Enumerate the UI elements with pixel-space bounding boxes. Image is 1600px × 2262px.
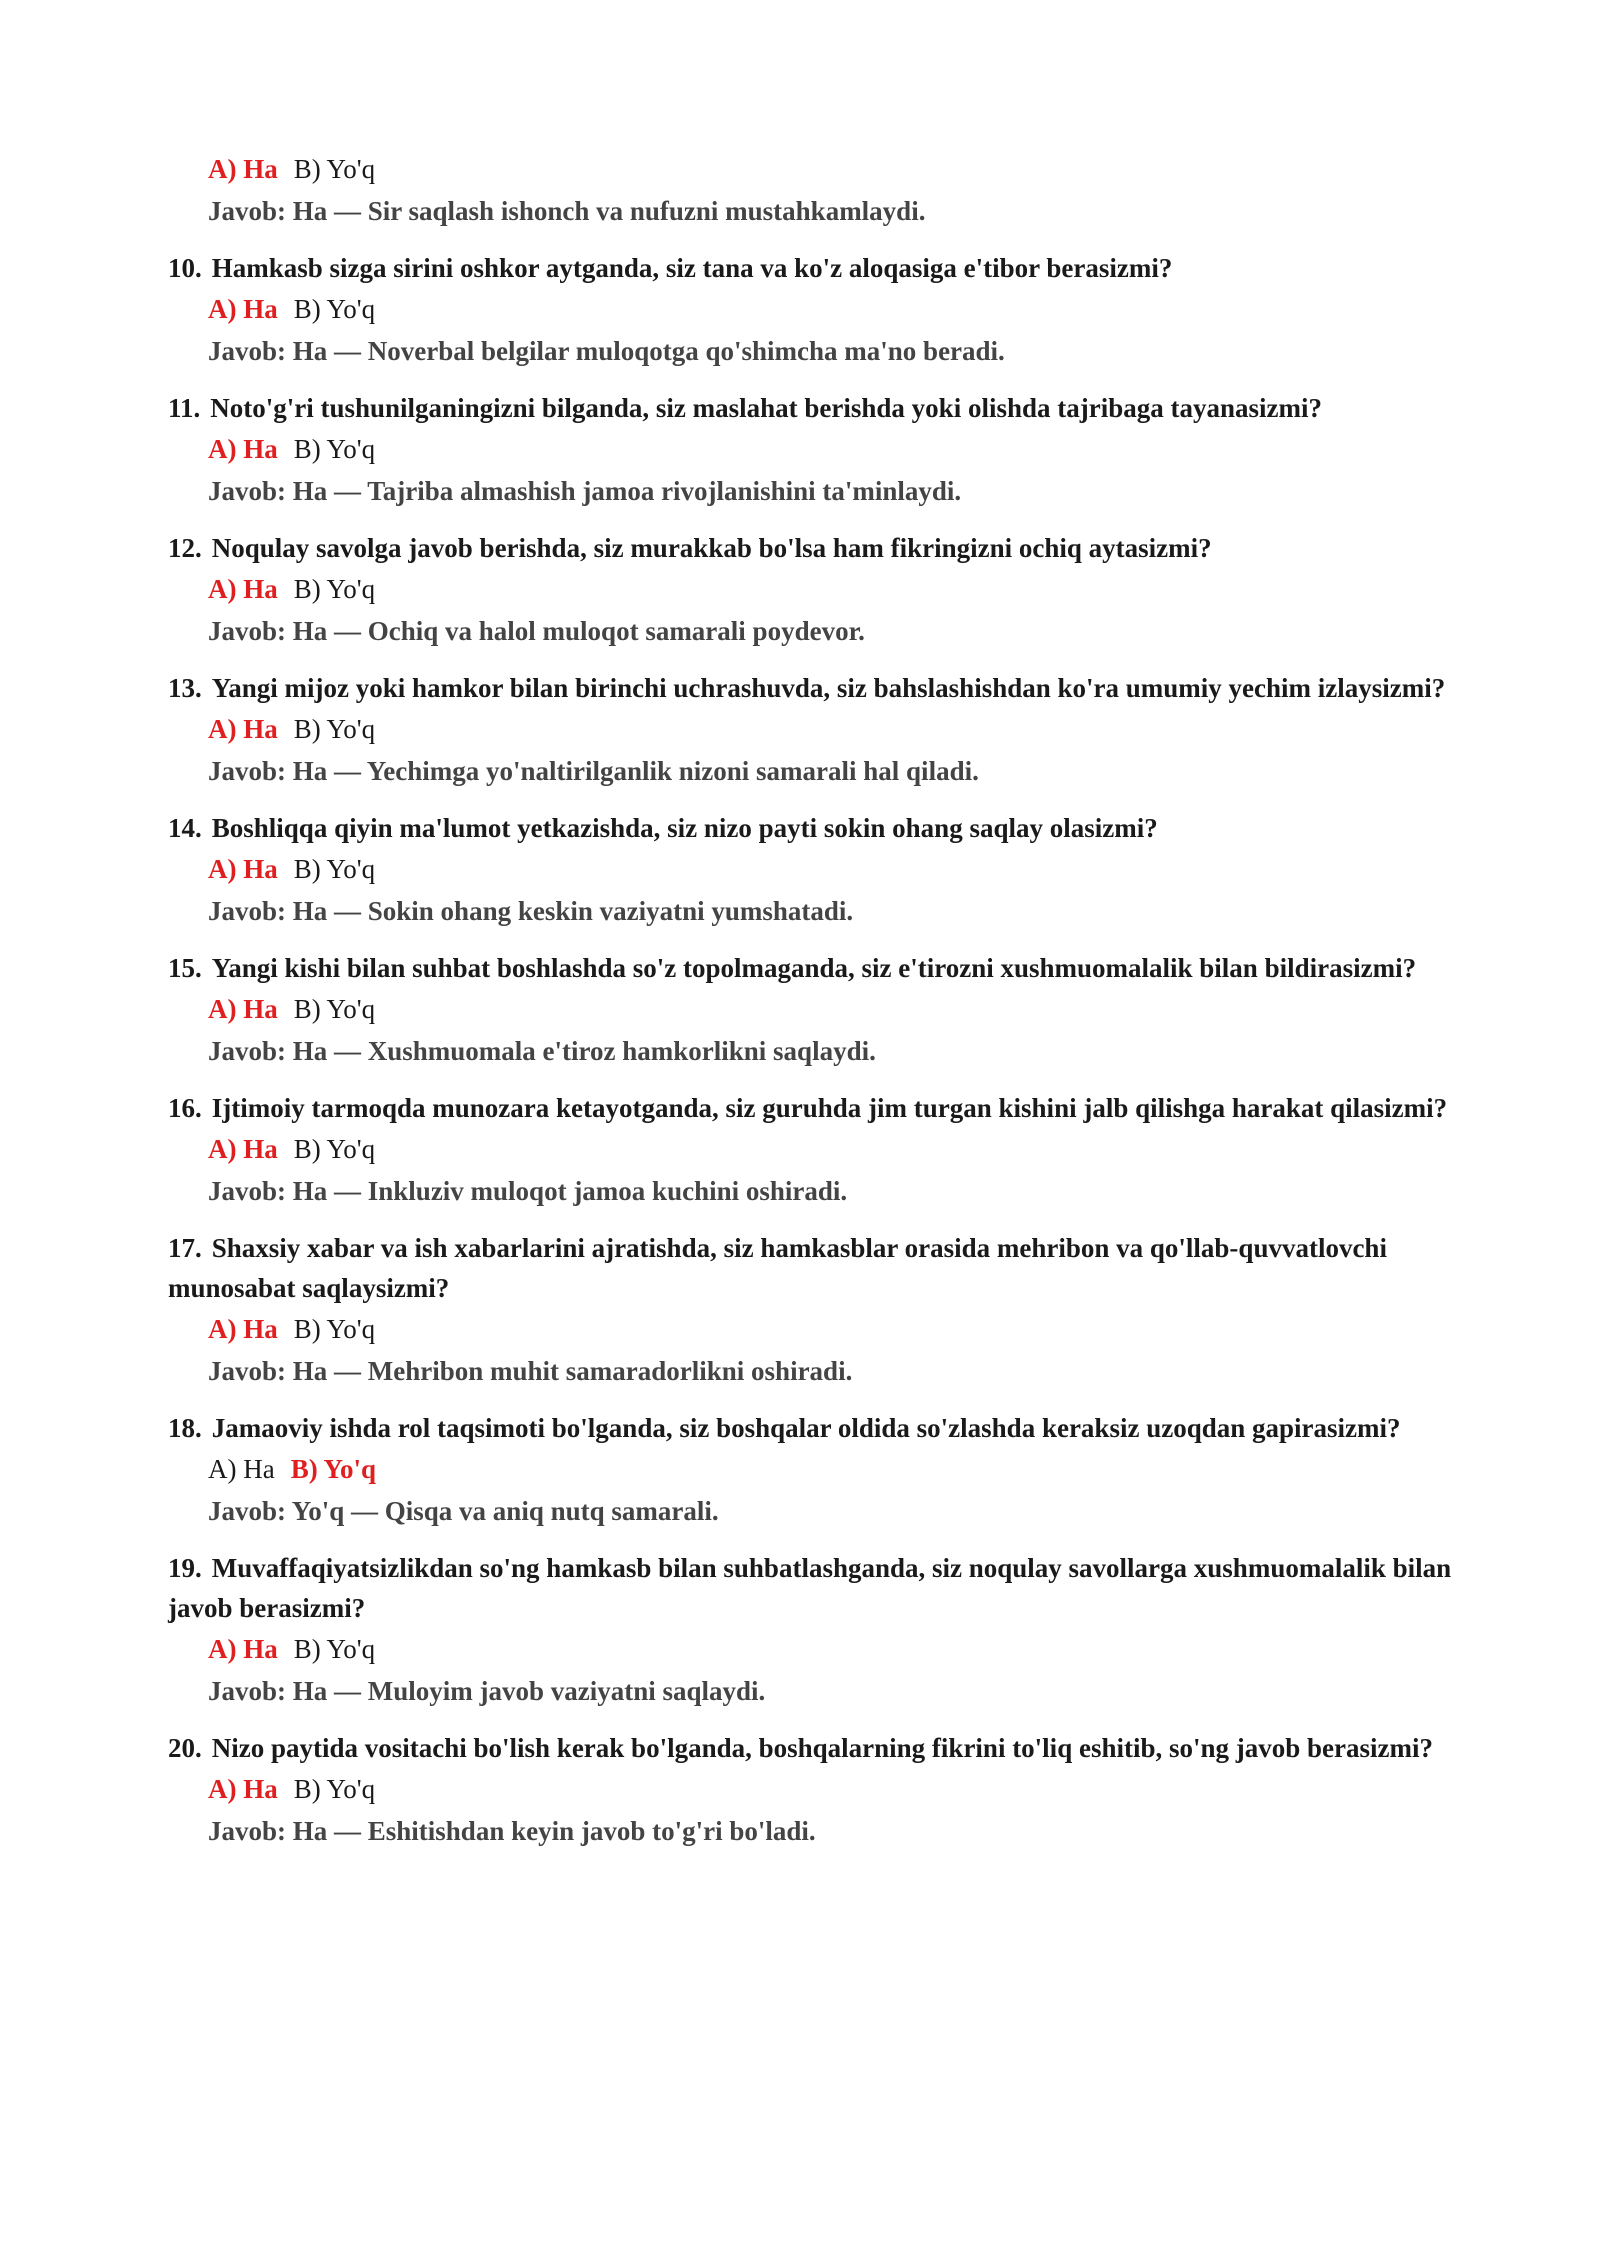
question-number: 11.: [168, 393, 201, 423]
question-block: [168, 528, 1440, 652]
answer-explanation: Javob: Ha — Eshitishdan keyin javob to'g'ri bo'ladi.: [208, 1816, 816, 1846]
option-yoq: B) Yo'q: [293, 574, 376, 604]
question-block: [168, 248, 1440, 372]
answer-explanation: Javob: Ha — Xushmuomala e'tiroz hamkorlikni saqlaydi.: [208, 1036, 876, 1066]
option-yoq: B) Yo'q: [293, 714, 376, 744]
option-ha: A) Ha: [208, 1634, 278, 1664]
question-label: Ijtimoiy tarmoqda munozara ketayotganda, siz guruhda jim turgan kishini jalb qilishga harakat qilasizmi?: [211, 1093, 1448, 1123]
question-number: 19.: [168, 1553, 202, 1583]
question-number: 16.: [168, 1093, 202, 1123]
answer-options: [208, 288, 1440, 330]
question-number: 10.: [168, 253, 202, 283]
option-yoq: B) Yo'q: [293, 1634, 376, 1664]
option-ha: A) Ha: [208, 1314, 278, 1344]
option-ha: A) Ha: [208, 994, 278, 1024]
question-block: [168, 1548, 1452, 1712]
answer-explanation: Javob: Ha — Ochiq va halol muloqot samarali poydevor.: [208, 616, 865, 646]
question-text: [168, 1088, 1468, 1128]
answer-explanation: Javob: Ha — Sir saqlash ishonch va nufuzni mustahkamlaydi.: [208, 196, 926, 226]
answer-options: [208, 708, 1440, 750]
question-label: Yangi mijoz yoki hamkor bilan birinchi uchrashuvda, siz bahslashishdan ko'ra umumiy yechim izlaysizmi?: [211, 673, 1446, 703]
option-yoq: B) Yo'q: [293, 154, 376, 184]
option-ha: A) Ha: [208, 1774, 278, 1804]
answer-explanation: Javob: Ha — Yechimga yo'naltirilganlik nizoni samarali hal qiladi.: [208, 756, 979, 786]
option-ha: A) Ha: [208, 714, 278, 744]
question-label: Nizo paytida vositachi bo'lish kerak bo'lganda, boshqalarning fikrini to'liq eshitib, so'ng javob berasizmi?: [211, 1733, 1433, 1763]
question-label: Shaxsiy xabar va ish xabarlarini ajratishda, siz hamkasblar orasida mehribon va qo'llab-quvvatlovchi munosabat saqlaysizmi?: [168, 1233, 1387, 1303]
question-number: 12.: [168, 533, 202, 563]
question-text: [168, 248, 1468, 288]
answer-explanation: Javob: Yo'q — Qisqa va aniq nutq samarali.: [208, 1496, 719, 1526]
answer-explanation: Javob: Ha — Tajriba almashish jamoa rivojlanishini ta'minlaydi.: [208, 476, 962, 506]
question-text: [168, 388, 1468, 428]
option-ha: A) Ha: [208, 154, 278, 184]
answer-options: [208, 988, 1440, 1030]
answer-options: [208, 1768, 1440, 1810]
question-label: Boshliqqa qiyin ma'lumot yetkazishda, siz nizo payti sokin ohang saqlay olasizmi?: [211, 813, 1158, 843]
question-block: [168, 1408, 1440, 1532]
question-number: 20.: [168, 1733, 202, 1763]
question-block: [168, 1088, 1448, 1212]
answer-explanation: Javob: Ha — Noverbal belgilar muloqotga qo'shimcha ma'no beradi.: [208, 336, 1005, 366]
option-yoq: B) Yo'q: [293, 1134, 376, 1164]
question-number: 13.: [168, 673, 202, 703]
option-yoq: B) Yo'q: [293, 434, 376, 464]
answer-explanation: Javob: Ha — Sokin ohang keskin vaziyatni yumshatadi.: [208, 896, 854, 926]
question-block: [168, 948, 1440, 1072]
answer-explanation: Javob: Ha — Mehribon muhit samaradorlikni oshiradi.: [208, 1356, 853, 1386]
option-yoq: B) Yo'q: [293, 994, 376, 1024]
question-block: [168, 668, 1446, 792]
answer-options: [208, 1308, 1440, 1350]
option-yoq: B) Yo'q: [293, 854, 376, 884]
question-text: [168, 1408, 1468, 1448]
option-yoq: B) Yo'q: [293, 1774, 376, 1804]
question-block: [168, 148, 1440, 232]
answer-options: [208, 1128, 1440, 1170]
option-ha: A) Ha: [208, 854, 278, 884]
answer-options: [208, 568, 1440, 610]
question-text: [168, 1228, 1468, 1308]
option-ha: A) Ha: [208, 434, 278, 464]
option-yoq: B) Yo'q: [293, 294, 376, 324]
option-ha: A) Ha: [208, 294, 278, 324]
question-label: Noqulay savolga javob berishda, siz murakkab bo'lsa ham fikringizni ochiq aytasizmi?: [211, 533, 1212, 563]
answer-options: [208, 428, 1440, 470]
question-label: Hamkasb sizga sirini oshkor aytganda, siz tana va ko'z aloqasiga e'tibor berasizmi?: [211, 253, 1173, 283]
option-ha: A) Ha: [208, 1454, 275, 1484]
answer-explanation: Javob: Ha — Muloyim javob vaziyatni saqlaydi.: [208, 1676, 766, 1706]
question-text: [168, 1548, 1468, 1628]
question-block: [168, 1728, 1440, 1852]
question-text: [168, 808, 1468, 848]
question-label: Muvaffaqiyatsizlikdan so'ng hamkasb bilan suhbatlashganda, siz noqulay savollarga xushmuomalalik bilan javob berasizmi?: [168, 1553, 1452, 1623]
answer-explanation: Javob: Ha — Inkluziv muloqot jamoa kuchini oshiradi.: [208, 1176, 848, 1206]
option-yoq: B) Yo'q: [293, 1314, 376, 1344]
option-ha: A) Ha: [208, 1134, 278, 1164]
answer-options: [208, 1628, 1440, 1670]
question-number: 18.: [168, 1413, 202, 1443]
option-ha: A) Ha: [208, 574, 278, 604]
answer-options: [208, 148, 1440, 190]
question-block: [168, 388, 1440, 512]
question-block: [168, 808, 1440, 932]
question-label: Yangi kishi bilan suhbat boshlashda so'z topolmaganda, siz e'tirozni xushmuomalalik bilan bildirasizmi?: [211, 953, 1417, 983]
question-text: [168, 948, 1468, 988]
question-number: 17.: [168, 1233, 202, 1263]
question-number: 15.: [168, 953, 202, 983]
question-text: [168, 528, 1468, 568]
question-text: [168, 668, 1468, 708]
answer-options: [208, 1448, 1440, 1490]
option-yoq: B) Yo'q: [290, 1454, 377, 1484]
question-text: [168, 1728, 1468, 1768]
question-label: Noto'g'ri tushunilganingizni bilganda, siz maslahat berishda yoki olishda tajribaga tayanasizmi?: [210, 393, 1322, 423]
question-label: Jamaoviy ishda rol taqsimoti bo'lganda, siz boshqalar oldida so'zlashda keraksiz uzoqdan gapirasizmi?: [211, 1413, 1401, 1443]
question-block: [168, 1228, 1440, 1392]
question-number: 14.: [168, 813, 202, 843]
answer-options: [208, 848, 1440, 890]
